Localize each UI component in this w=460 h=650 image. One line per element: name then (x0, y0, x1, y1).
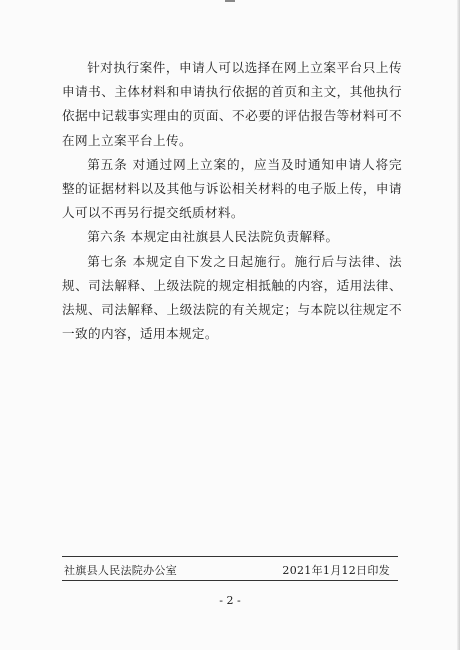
footer-divider-bottom (62, 580, 398, 581)
footer-issuer: 社旗县人民法院办公室 (64, 564, 177, 577)
paragraph-article-7: 第七条 本规定自下发之日起施行。施行后与法律、法规、司法解释、上级法院的规定相抵触的内容，适用法律、法规、司法解释、上级法院的有关规定；与本院以往规定不一致的内容，适用本规定。 (62, 253, 402, 342)
paragraph-article-6: 第六条 本规定由社旗县人民法院负责解释。 (87, 229, 339, 245)
scan-mark (225, 0, 235, 2)
footer-issue-date: 2021年1月12日印发 (282, 564, 390, 577)
footer-divider-top (62, 556, 398, 557)
document-body (62, 56, 402, 346)
paragraph-article-5: 第五条 对通过网上立案的，应当及时通知申请人将完整的证据材料以及其他与诉讼相关材料的电子版上传，申请人可以不再另行提交纸质材料。 (62, 156, 402, 221)
paragraph-execution-cases: 针对执行案件，申请人可以选择在网上立案平台只上传申请书、主体材料和申请执行依据的首页和主文，其他执行依据中记载事实理由的页面、不必要的评估报告等材料可不在网上立案平台上传。 (62, 60, 402, 148)
page-number: - 2 - (219, 594, 241, 607)
